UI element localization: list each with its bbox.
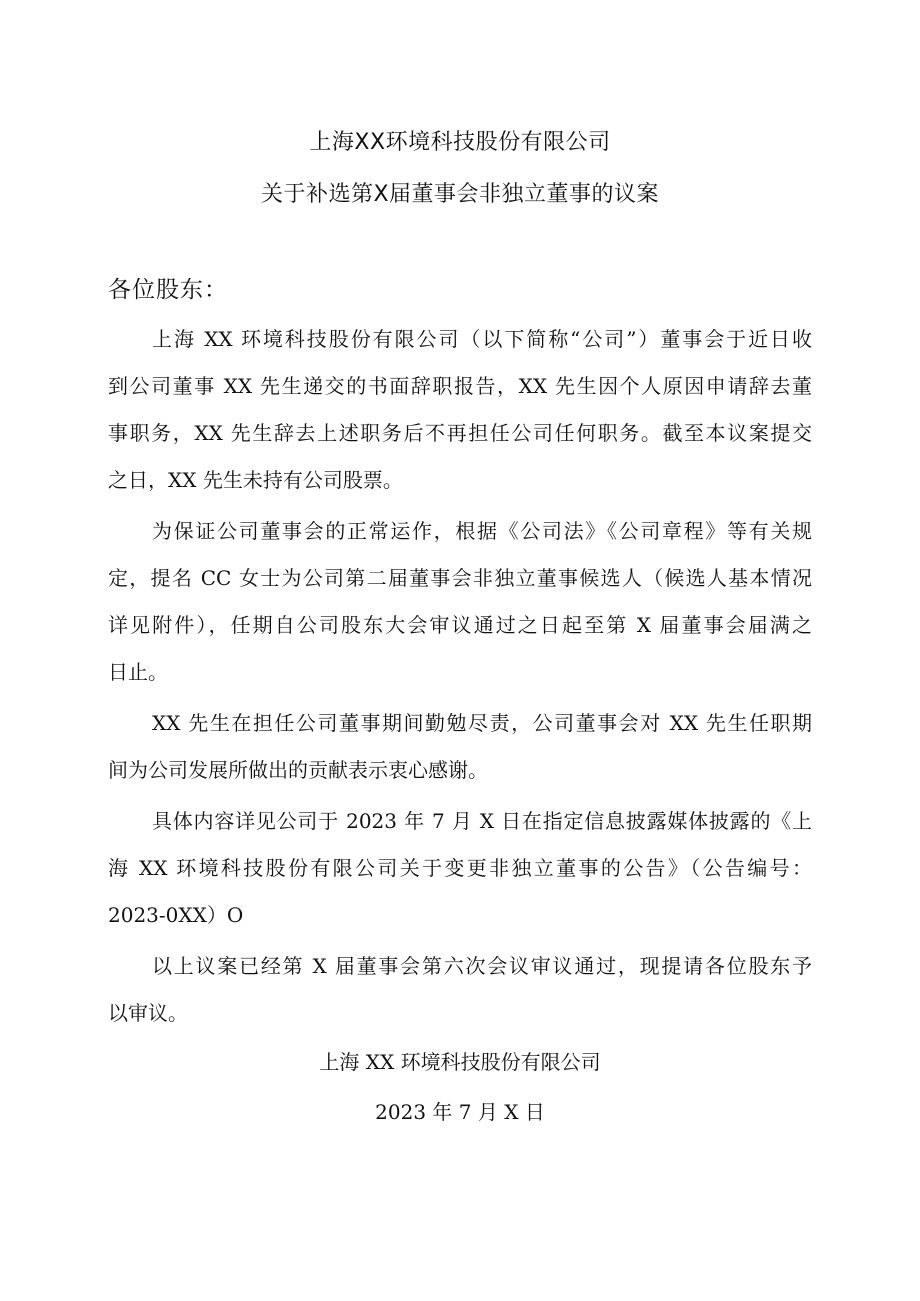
paragraph-4-line-2: 海 XX 环境科技股份有限公司关于变更非独立董事的公告》（公告编号： xyxy=(108,856,812,880)
paragraph-3-line-1: XX 先生在担任公司董事期间勤勉尽责，公司董事会对 XX 先生任职期 xyxy=(152,711,812,735)
document-title-subject: 关于补选第X届董事会非独立董事的议案 xyxy=(260,182,660,207)
paragraph-5-line-2: 以审议。 xyxy=(108,1001,188,1025)
paragraph-2-line-2: 定，提名 CC 女士为公司第二届董事会非独立董事候选人（候选人基本情况 xyxy=(108,566,812,590)
paragraph-1-line-2: 到公司董事 XX 先生递交的书面辞职报告，XX 先生因个人原因申请辞去董 xyxy=(108,374,812,398)
paragraph-5-line-1: 以上议案已经第 X 届董事会第六次会议审议通过，现提请各位股东予 xyxy=(152,954,812,978)
signature-company: 上海 XX 环境科技股份有限公司 xyxy=(319,1050,601,1074)
paragraph-4-line-3: 2023-0XX）O xyxy=(108,903,244,927)
paragraph-2-line-3: 详见附件），任期自公司股东大会审议通过之日起至第 X 届董事会届满之 xyxy=(108,613,812,637)
paragraph-1-line-1: 上海 XX 环境科技股份有限公司（以下简称“公司”）董事会于近日收 xyxy=(152,327,812,351)
paragraph-2-line-4: 日止。 xyxy=(108,660,168,684)
paragraph-3-line-2: 间为公司发展所做出的贡献表示衷心感谢。 xyxy=(108,758,488,782)
signature-date: 2023 年 7 月 X 日 xyxy=(375,1100,545,1124)
document-title-company: 上海XX环境科技股份有限公司 xyxy=(309,130,611,155)
paragraph-1-line-3: 事职务，XX 先生辞去上述职务后不再担任公司任何职务。截至本议案提交 xyxy=(108,421,812,445)
salutation: 各位股东： xyxy=(108,277,228,303)
paragraph-2-line-1: 为保证公司董事会的正常运作，根据《公司法》《公司章程》等有关规 xyxy=(152,519,812,543)
paragraph-4-line-1: 具体内容详见公司于 2023 年 7 月 X 日在指定信息披露媒体披露的《上 xyxy=(152,809,812,833)
paragraph-1-line-4: 之日，XX 先生未持有公司股票。 xyxy=(108,468,403,492)
